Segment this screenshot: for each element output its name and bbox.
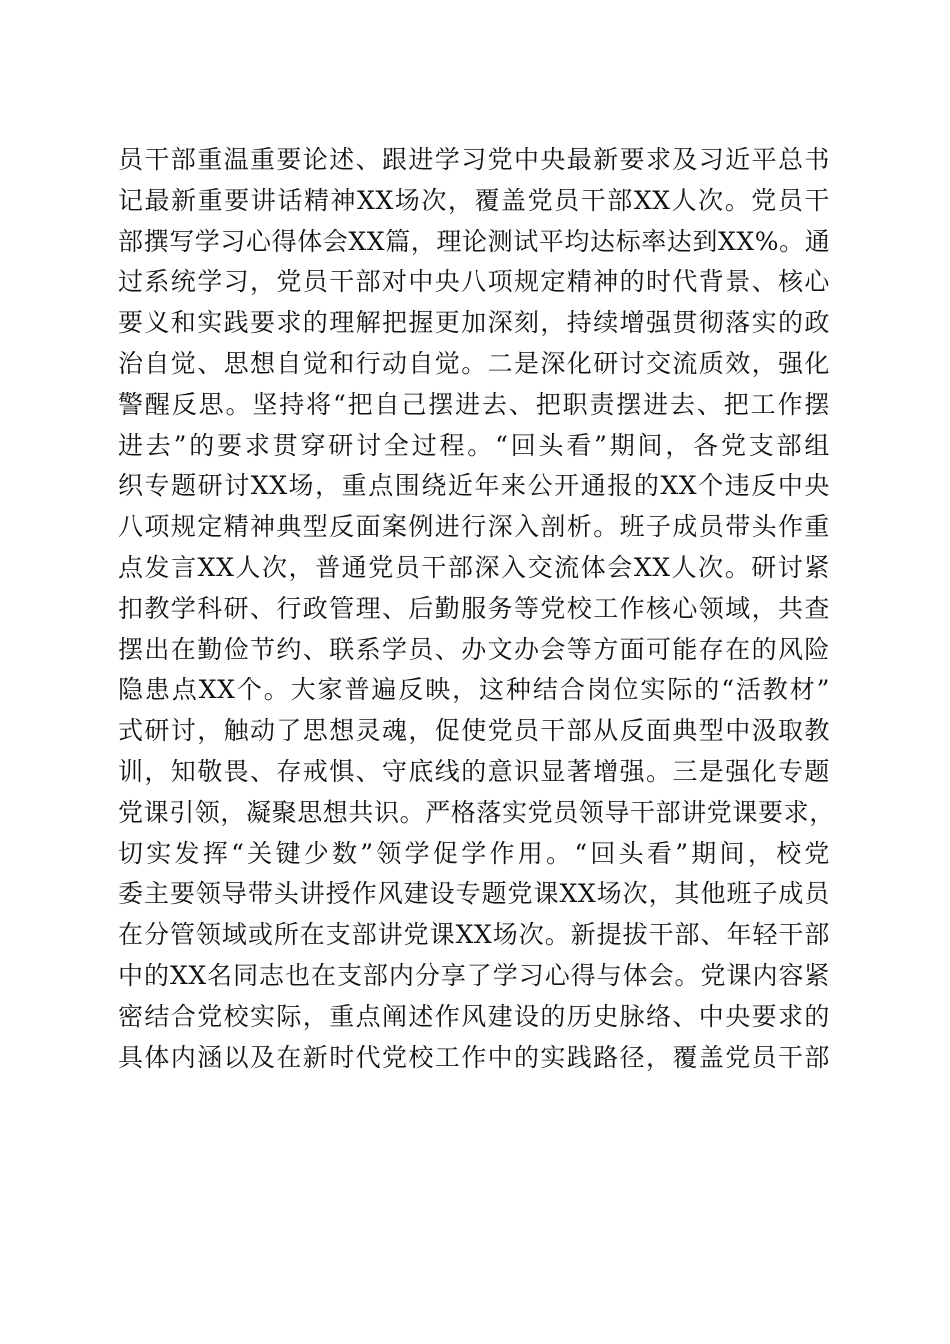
text-line: 委主要领导带头讲授作风建设专题党课XX场次，其他班子成员 bbox=[118, 879, 830, 909]
text-line: 点发言XX人次，普通党员干部深入交流体会XX人次。研讨紧 bbox=[118, 552, 830, 582]
text-line: 员干部重温重要论述、跟进学习党中央最新要求及习近平总书 bbox=[118, 145, 830, 174]
text-line: 八项规定精神典型反面案例进行深入剖析。班子成员带头作重 bbox=[118, 512, 830, 542]
body-paragraph bbox=[118, 140, 835, 1078]
text-line: 具体内涵以及在新时代党校工作中的实践路径，覆盖党员干部 bbox=[118, 1042, 830, 1072]
text-line: 密结合党校实际，重点阐述作风建设的历史脉络、中央要求的 bbox=[118, 1001, 830, 1031]
text-line: 织专题研讨XX场，重点围绕近年来公开通报的XX个违反中央 bbox=[118, 471, 830, 501]
text-line: 过系统学习，党员干部对中央八项规定精神的时代背景、核心 bbox=[118, 267, 830, 297]
text-line: 摆出在勤俭节约、联系学员、办文办会等方面可能存在的风险 bbox=[118, 634, 830, 664]
text-line: 式研讨，触动了思想灵魂，促使党员干部从反面典型中汲取教 bbox=[118, 716, 830, 746]
text-line: 进去”的要求贯穿研讨全过程。“回头看”期间，各党支部组 bbox=[118, 430, 830, 460]
text-line: 记最新重要讲话精神XX场次，覆盖党员干部XX人次。党员干 bbox=[118, 185, 830, 215]
text-line: 扣教学科研、行政管理、后勤服务等党校工作核心领域，共查 bbox=[118, 593, 830, 623]
text-line: 要义和实践要求的理解把握更加深刻，持续增强贯彻落实的政 bbox=[118, 308, 830, 338]
text-line: 治自觉、思想自觉和行动自觉。二是深化研讨交流质效，强化 bbox=[118, 348, 830, 378]
text-line: 部撰写学习心得体会XX篇，理论测试平均达标率达到XX%。通 bbox=[118, 226, 831, 256]
text-line: 隐患点XX个。大家普遍反映，这种结合岗位实际的“活教材” bbox=[118, 675, 830, 705]
text-line: 训，知敬畏、存戒惧、守底线的意识显著增强。三是强化专题 bbox=[118, 756, 830, 786]
text-line: 党课引领，凝聚思想共识。严格落实党员领导干部讲党课要求， bbox=[118, 797, 835, 827]
text-line: 切实发挥“关键少数”领学促学作用。“回头看”期间，校党 bbox=[118, 838, 830, 868]
text-line: 警醒反思。坚持将“把自己摆进去、把职责摆进去、把工作摆 bbox=[118, 389, 830, 419]
text-line: 中的XX名同志也在支部内分享了学习心得与体会。党课内容紧 bbox=[118, 960, 830, 990]
text-line: 在分管领域或所在支部讲党课XX场次。新提拔干部、年轻干部 bbox=[118, 920, 830, 950]
